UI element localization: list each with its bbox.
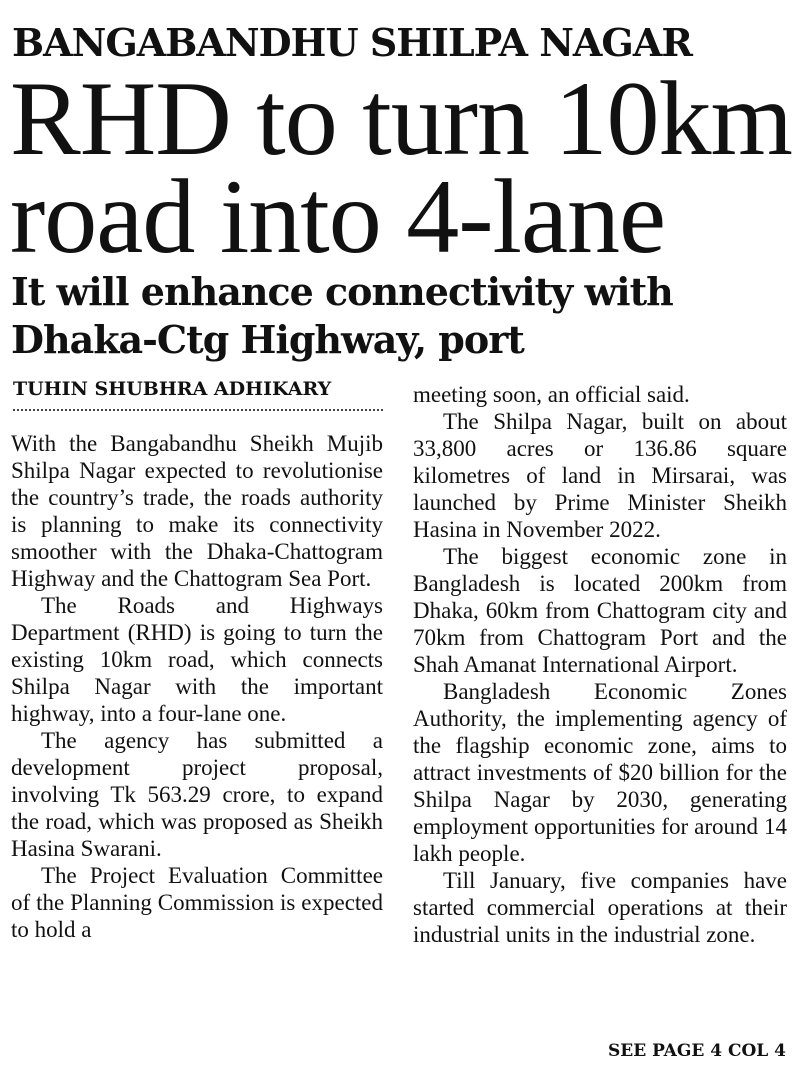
byline-divider <box>13 409 383 411</box>
paragraph: The biggest economic zone in Bangladesh is located 200km from Dhaka, 60km from Chattogram city and 70km from Chattogram Port and the Shah Amanat International Airport. <box>413 544 787 677</box>
subheadline-line-2: Dhaka-Ctg Highway, port <box>11 317 524 362</box>
headline-line-1: RHD to turn 10km <box>10 60 792 177</box>
paragraph: The Roads and Highways Department (RHD) is going to turn the existing 10km road, which connects Shilpa Nagar with the important highway, into a four-lane one. <box>11 593 383 726</box>
paragraph: The Project Evaluation Committee of the Planning Commission is expected to hold a <box>11 863 383 942</box>
section-kicker: BANGABANDHU SHILPA NAGAR <box>12 20 692 65</box>
article-column-2 <box>413 381 787 948</box>
paragraph: The Shilpa Nagar, built on about 33,800 acres or 136.86 square kilometres of land in Mirsarai, was launched by Prime Minister Sheikh Hasina in November 2022. <box>413 409 787 542</box>
paragraph: The agency has submitted a development project proposal, involving Tk 563.29 crore, to expand the road, which was proposed as Sheikh Hasina Swarani. <box>11 728 383 861</box>
headline-line-2: road into 4-lane <box>10 158 666 275</box>
article-column-1 <box>11 430 383 943</box>
jump-reference[interactable]: SEE PAGE 4 COL 4 <box>607 1041 786 1061</box>
paragraph-continued: meeting soon, an official said. <box>413 382 690 407</box>
headline <box>10 60 792 275</box>
paragraph: With the Bangabandhu Sheikh Mujib Shilpa Nagar expected to revolutionise the country’s trade, the roads authority is planning to make its connectivity smoother with the Dhaka-Chattogram Highway and the Chattogram Sea Port. <box>11 431 383 591</box>
paragraph: Bangladesh Economic Zones Authority, the implementing agency of the flagship economic zone, aims to attract investments of $20 billion for the Shilpa Nagar by 2030, generating employment opportunities for around 14 lakh people. <box>413 679 787 866</box>
subheadline-line-1: It will enhance connectivity with <box>11 269 673 314</box>
byline: TUHIN SHUBHRA ADHIKARY <box>13 378 332 400</box>
paragraph: Till January, five companies have started commercial operations at their industrial units in the industrial zone. <box>413 868 787 947</box>
subheadline <box>11 268 791 364</box>
